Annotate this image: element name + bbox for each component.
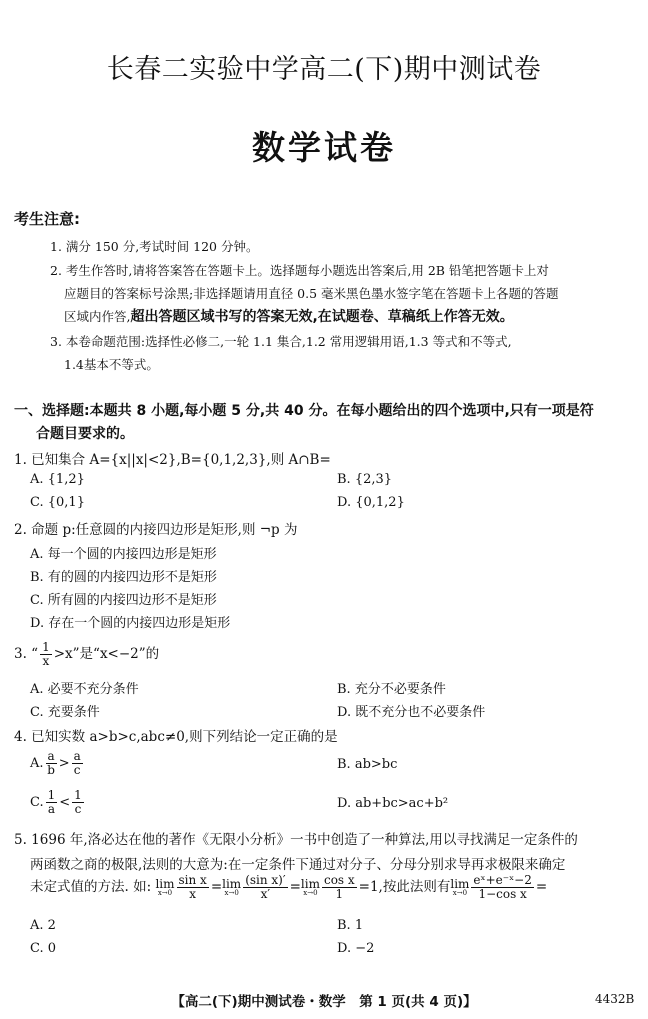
q5-option-a: A. 2 (30, 918, 56, 933)
q5-lim-1 (155, 878, 174, 897)
q5-lim-2 (222, 878, 241, 897)
q5-frac-2-den: x′ (260, 887, 271, 902)
exam-title: 长春二实验中学高二(下)期中测试卷 (106, 54, 542, 85)
q5-frac-4-num: eˣ+e⁻ˣ−2 (473, 873, 532, 887)
q2-option-b: B. 有的圆的内接四边形不是矩形 (30, 570, 217, 585)
q5-line3-prefix: 未定式值的方法. 如: (30, 879, 152, 896)
q3-fraction (40, 641, 52, 668)
q4-c-frac2 (72, 789, 84, 816)
q3-frac-den: x (42, 654, 50, 669)
q5-eq: = (535, 879, 548, 896)
notice-item-3: 3. 本卷命题范围:选择性必修二,一轮 1.1 集合,1.2 常用逻辑用语,1.3 等式和不等式, (50, 334, 512, 349)
q3-prefix: 3. “ (14, 646, 39, 663)
q4-c-frac1 (46, 789, 58, 816)
q5-lim-1-text: lim (155, 877, 175, 892)
q2-option-d: D. 存在一个圆的内接四边形是矩形 (30, 616, 231, 631)
q4-a-frac1-num: a (47, 749, 55, 763)
q3-option-b: B. 充分不必要条件 (337, 682, 446, 697)
page-footer: 【高二(下)期中测试卷・数学 第 1 页(共 4 页)】 (171, 994, 477, 1010)
question-5-line-3: 未定式值的方法. 如: lim x→0 $\frac{\text{sin x}}{x}$ =lim x→0 $\frac{\text{(sin x)′}}{x'}$ =lim x→0 $\frac{\text{cos x}}{1}$ =1,按此法则有lim x→0 $\frac{\text{eˣ+e⁻ˣ−2}}{\text{1−cos x}}$ = (30, 873, 548, 902)
q5-option-b: B. 1 (337, 918, 364, 933)
notice-item-2: 2. 考生作答时,请将答案答在答题卡上。选择题每小题选出答案后,用 2B 铅笔把答题卡上对 (50, 263, 549, 278)
q5-lim-2-text: lim (222, 877, 242, 892)
question-4-stem: 4. 已知实数 a>b>c,abc≠0,则下列结论一定正确的是 (14, 729, 338, 745)
q3-frac-num: 1 (42, 640, 50, 654)
q5-frac-1 (177, 874, 209, 901)
question-3-stem (14, 641, 159, 668)
question-5-line-2: 两函数之商的极限,法则的大意为:在一定条件下通过对分子、分母分别求导再求极限来确定 (30, 857, 566, 873)
q5-option-c: C. 0 (30, 941, 57, 956)
q5-frac-1-den: x (189, 887, 197, 902)
q3-option-c: C. 充要条件 (30, 705, 100, 720)
question-2-stem: 2. 命题 p:任意圆的内接四边形是矩形,则 ¬p 为 (14, 522, 298, 538)
q5-mid: =1,按此法则有 (358, 879, 451, 896)
section-heading-cont: 合题目要求的。 (36, 426, 134, 442)
notice-item-2-end (64, 306, 514, 326)
q4-c-frac2-num: 1 (74, 788, 82, 802)
q4-a-frac2 (72, 750, 83, 777)
q5-option-d: D. −2 (337, 941, 375, 956)
q5-lim-1-sub: x→0 (157, 889, 173, 898)
q4-a-frac2-den: c (73, 763, 81, 778)
exam-subtitle: 数学试卷 (252, 128, 396, 167)
paper-code: 4432B (595, 992, 635, 1006)
q4-a-frac1 (46, 750, 57, 777)
section-heading: 一、选择题:本题共 8 小题,每小题 5 分,共 40 分。在每小题给出的四个选项中,只有一项是符 (14, 403, 594, 419)
q4-option-c (30, 789, 86, 816)
q3-option-a: A. 必要不充分条件 (30, 682, 139, 697)
q4-option-a (30, 750, 85, 777)
question-1-stem: 1. 已知集合 A={x||x|<2},B={0,1,2,3},则 A∩B= (14, 452, 331, 468)
q4-c-frac1-den: a (47, 802, 56, 817)
q5-frac-2-num: (sin x)′ (245, 873, 286, 887)
q4-option-b: B. ab>bc (337, 757, 398, 772)
q2-option-a: A. 每一个圆的内接四边形是矩形 (30, 547, 217, 562)
notice-item-2-cont: 应题目的答案标号涂黑;非选择题请用直径 0.5 毫米黑色墨水签字笔在答题卡上各题的答题 (64, 286, 559, 301)
q1-option-b: B. {2,3} (337, 472, 393, 487)
notice-item-3-cont: 1.4基本不等式。 (64, 357, 159, 372)
q5-frac-3-den: 1 (335, 887, 344, 902)
q1-option-a: A. {1,2} (30, 472, 85, 487)
q5-frac-2 (243, 874, 287, 901)
q1-option-c: C. {0,1} (30, 495, 85, 510)
q5-frac-3 (322, 874, 357, 901)
notice-heading: 考生注意: (14, 210, 80, 228)
q4-option-d: D. ab+bc>ac+b² (337, 796, 449, 811)
notice-warning: 超出答题区域书写的答案无效,在试题卷、草稿纸上作答无效。 (130, 309, 514, 325)
q5-lim-4-text: lim (450, 877, 470, 892)
q5-lim-3-sub: x→0 (303, 889, 318, 898)
q5-lim-4 (450, 878, 469, 897)
q2-option-c: C. 所有圆的内接四边形不是矩形 (30, 593, 217, 608)
question-5-line-1: 5. 1696 年,洛必达在他的著作《无限小分析》一书中创造了一种算法,用以寻找满足一定条件的 (14, 832, 578, 848)
q5-frac-4 (471, 874, 533, 901)
notice-item-1: 1. 满分 150 分,考试时间 120 分钟。 (50, 239, 259, 254)
q5-lim-2-sub: x→0 (224, 889, 239, 898)
q3-rest: >x”是“x<−2”的 (53, 646, 160, 663)
q5-frac-1-num: sin x (178, 873, 207, 887)
q4-c-label: C. (30, 795, 44, 811)
q5-lim-3 (301, 878, 320, 897)
q5-lim-4-sub: x→0 (452, 889, 468, 898)
q4-a-frac1-den: b (47, 763, 55, 778)
q1-option-d: D. {0,1,2} (337, 495, 405, 510)
q4-c-frac2-den: c (74, 802, 82, 817)
q4-a-label: A. (30, 756, 44, 772)
q4-c-op: < (59, 795, 71, 811)
q5-frac-4-den: 1−cos x (478, 887, 527, 902)
q4-c-frac1-num: 1 (47, 788, 56, 802)
q5-frac-3-num: cos x (323, 873, 355, 887)
q4-a-op: > (58, 756, 70, 772)
notice-item-2-end-text: 区域内作答, (64, 309, 131, 324)
q5-lim-3-text: lim (300, 877, 320, 892)
q3-option-d: D. 既不充分也不必要条件 (337, 705, 486, 720)
q4-a-frac2-num: a (73, 749, 81, 763)
